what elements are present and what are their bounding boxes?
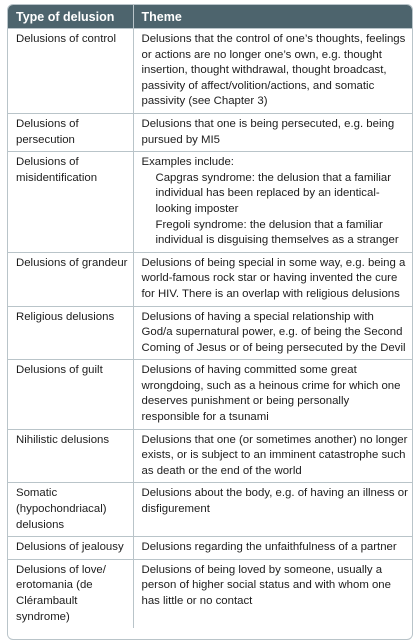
table-header-row <box>8 5 412 29</box>
row-theme-cell: Delusions of being special in some way, e.g. being a world-famous rock star or having invented the cure for HIV. There is an overlap with religious delusions <box>133 252 412 306</box>
table-row <box>8 252 412 306</box>
table-row <box>8 559 412 628</box>
header-type-of-delusion: Type of delusion <box>8 5 133 29</box>
delusions-table <box>8 5 412 628</box>
row-theme-cell: Delusions about the body, e.g. of having an illness or disfigurement <box>133 483 412 537</box>
theme-intro: Examples include: <box>141 156 234 169</box>
row-theme-cell: Delusions of being loved by someone, usually a person of higher social status and with whom one has little or no contact <box>133 559 412 628</box>
row-type-cell: Delusions of grandeur <box>8 252 133 306</box>
row-type-cell: Religious delusions <box>8 306 133 360</box>
table-row <box>8 360 412 429</box>
header-theme: Theme <box>133 5 412 29</box>
row-type-cell: Delusions of persecution <box>8 113 133 151</box>
row-theme-cell: Delusions of having committed some great wrongdoing, such as a heinous crime for which one deserves punishment or being personally responsible for a tsunami <box>133 360 412 429</box>
table-row <box>8 429 412 483</box>
table-row <box>8 152 412 253</box>
table-row <box>8 483 412 537</box>
row-theme-cell: Delusions that the control of one’s thoughts, feelings or actions are no longer one’s own, e.g. thought insertion, thought withdrawal, thought broadcast, passivity of affect/volition/actions, and somatic passivity (see Chapter 3) <box>133 29 412 114</box>
row-theme-cell: Delusions that one (or sometimes another) no longer exists, or is subject to an imminent catastrophe such as death or the end of the world <box>133 429 412 483</box>
table-row <box>8 537 412 560</box>
row-type-cell: Delusions of love/ erotomania (de Clérambault syndrome) <box>8 559 133 628</box>
row-type-cell: Somatic (hypochondriacal) delusions <box>8 483 133 537</box>
table-row <box>8 29 412 114</box>
row-type-cell: Delusions of control <box>8 29 133 114</box>
row-type-cell: Delusions of misidentification <box>8 152 133 253</box>
table-row <box>8 113 412 151</box>
row-type-cell: Delusions of jealousy <box>8 537 133 560</box>
row-theme-cell: Delusions that one is being persecuted, e.g. being pursued by MI5 <box>133 113 412 151</box>
row-type-cell: Nihilistic delusions <box>8 429 133 483</box>
theme-item-capgras: Capgras syndrome: the delusion that a familiar individual has been replaced by an identical-looking imposter <box>155 171 392 215</box>
row-type-cell: Delusions of guilt <box>8 360 133 429</box>
row-theme-cell: Delusions of having a special relationship with God/a supernatural power, e.g. of being the Second Coming of Jesus or of being persecuted by the Devil <box>133 306 412 360</box>
theme-item-fregoli: Fregoli syndrome: the delusion that a familiar individual is disguising themselves as a stranger <box>155 218 399 247</box>
table-row <box>8 306 412 360</box>
delusions-table-frame <box>7 4 413 640</box>
row-theme-cell <box>133 152 412 253</box>
row-theme-cell: Delusions regarding the unfaithfulness of a partner <box>133 537 412 560</box>
